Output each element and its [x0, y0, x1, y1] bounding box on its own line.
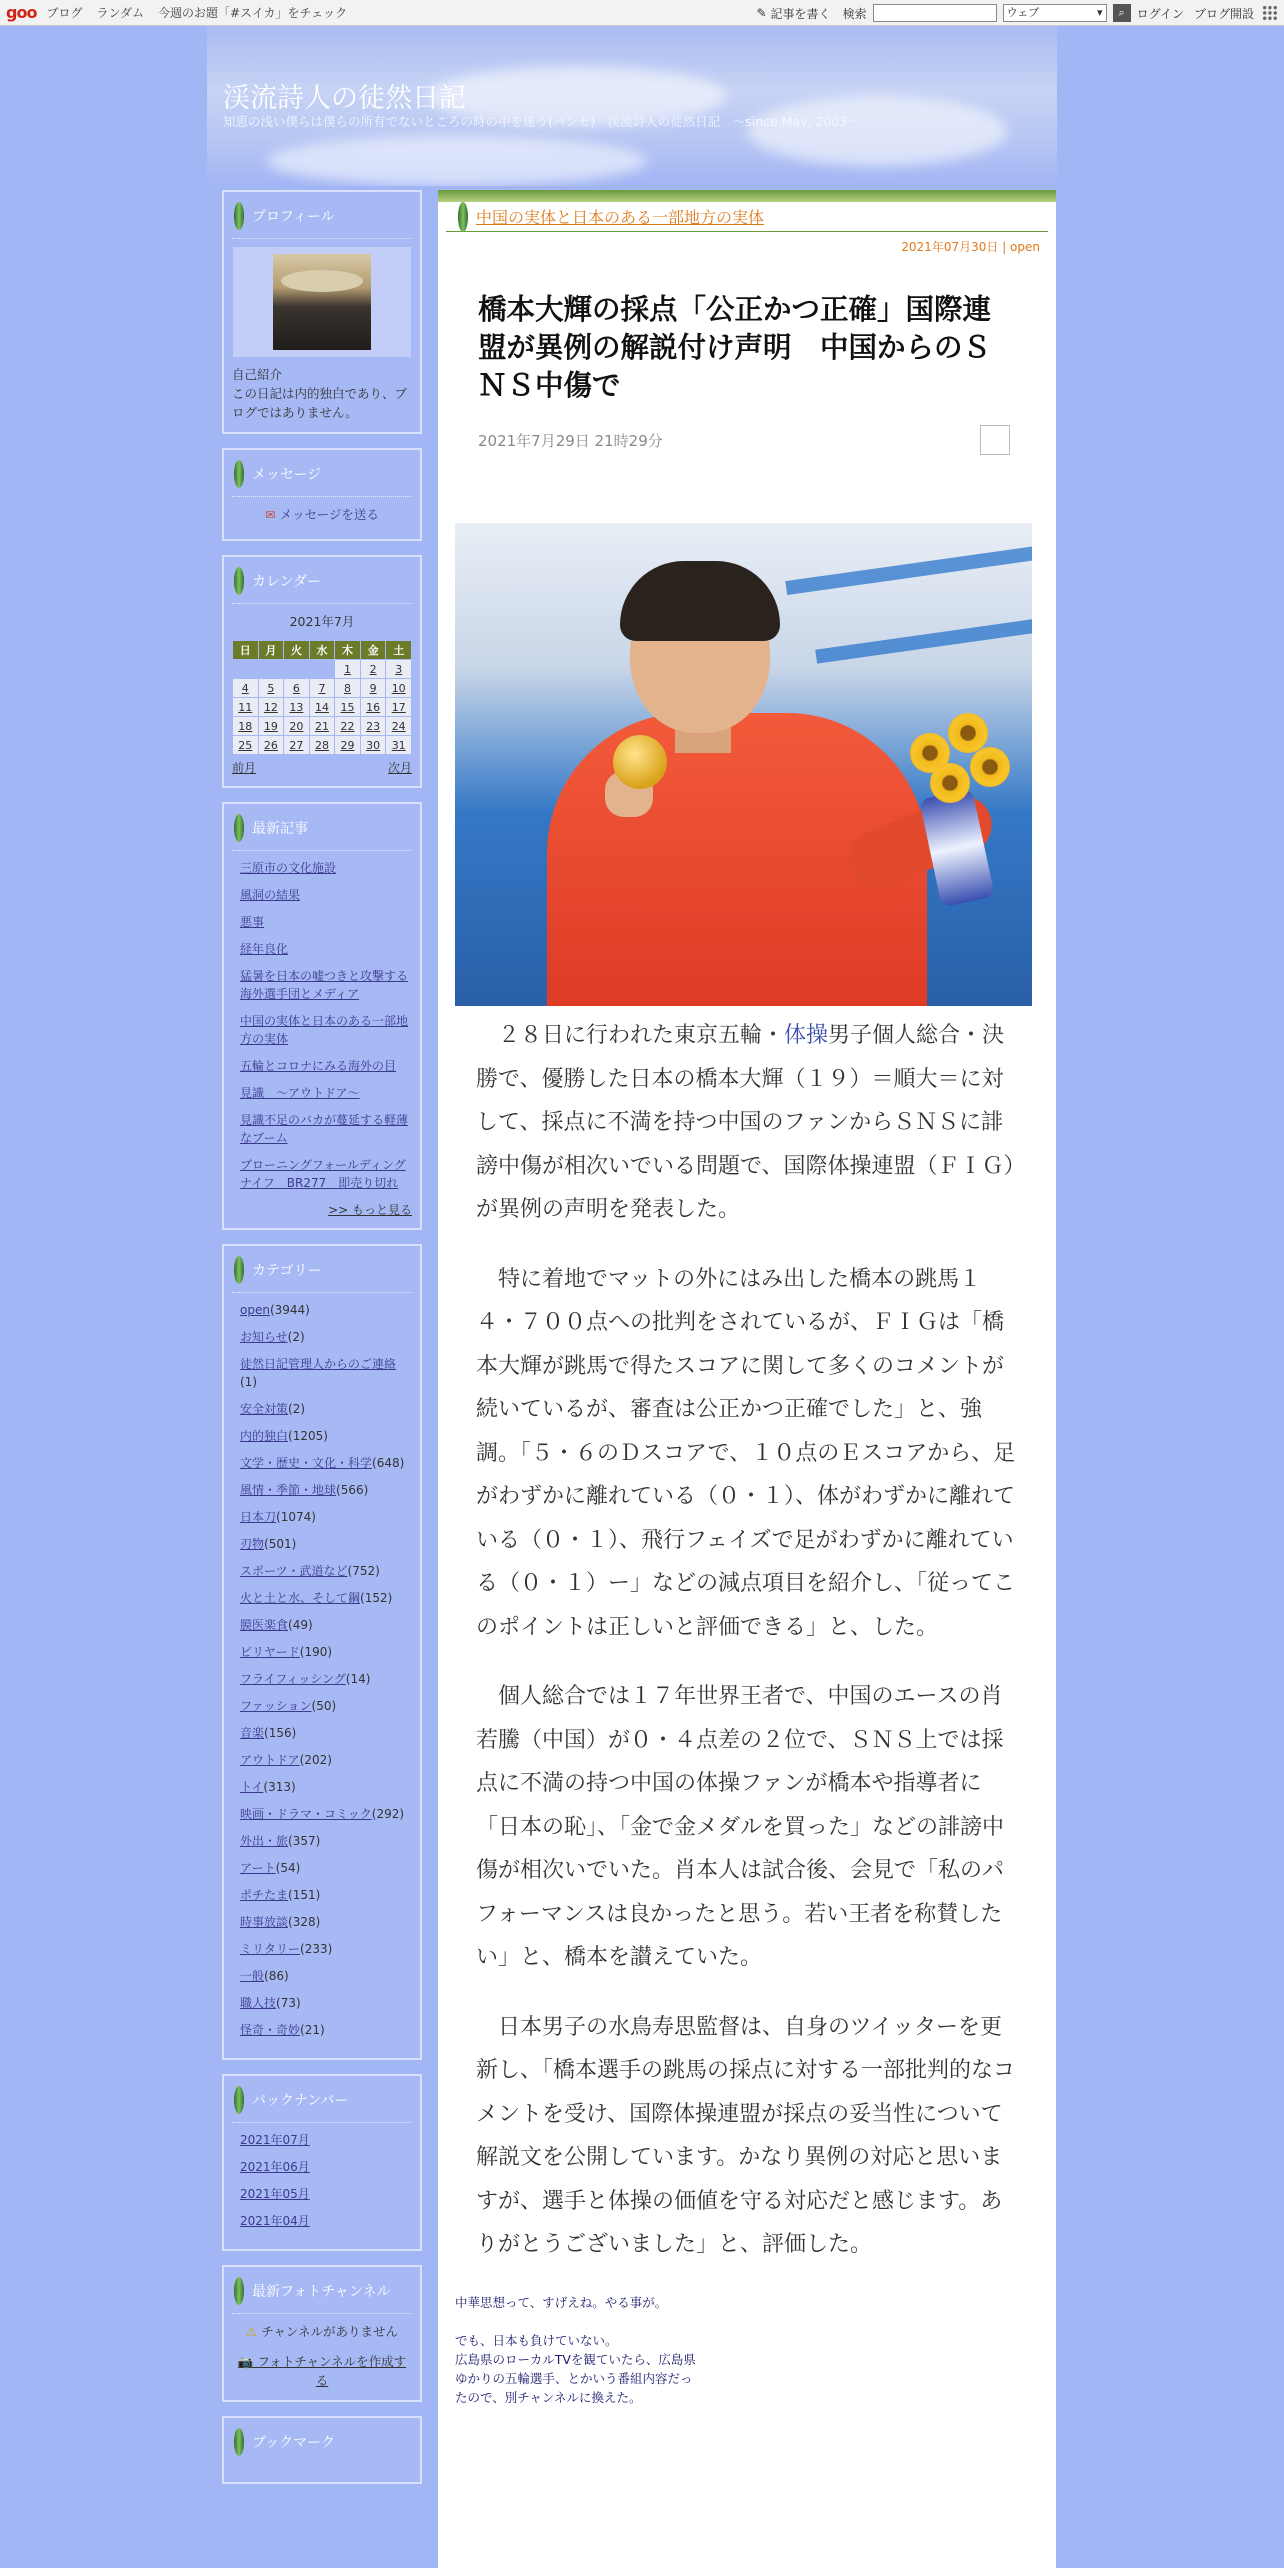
category-count: (151): [288, 1888, 321, 1902]
box-title-text: カテゴリー: [252, 1263, 322, 1279]
avatar: [273, 254, 371, 350]
calendar-day[interactable]: 31: [386, 736, 411, 754]
category-link[interactable]: お知らせ: [240, 1330, 288, 1344]
calendar-day[interactable]: 13: [284, 698, 309, 716]
backnumber-title: [232, 2084, 412, 2123]
category-count: (86): [264, 1969, 289, 1983]
backnumber-link[interactable]: 2021年07月: [240, 2133, 310, 2147]
category-item: [240, 2021, 412, 2039]
category-item: [240, 1778, 412, 1796]
category-link[interactable]: 内的独白: [240, 1429, 289, 1443]
calendar-weekday: 火: [284, 641, 309, 659]
calendar-weekday: 金: [361, 641, 386, 659]
calendar-day[interactable]: 28: [310, 736, 335, 754]
category-count: (54): [275, 1861, 301, 1875]
category-link[interactable]: アート: [240, 1861, 276, 1875]
paragraph-2: 特に着地でマットの外にはみ出した橋本の跳馬１４・７００点への批判をされているが、ＦＩＧは「橋本大輝が跳馬で得たスコアに関して多くのコメントが続いているが、審査は公正かつ正確でした」と、強調。「５・６のＤスコアで、１０点のＥスコアから、足がわずかに離れている（０・１）、体がわずかに離れている（０・１）、飛行フェイズで足がわずかに離れている（０・１）ー」などの減点項目を紹介し、「従ってこのポイントは正しいと評価できる」と、した。: [476, 1266, 1016, 1640]
calendar-day[interactable]: 15: [335, 698, 360, 716]
recent-article-item: [240, 940, 412, 958]
recent-article-item: [240, 859, 412, 877]
category-item: [240, 1481, 412, 1499]
category-item: [240, 1400, 412, 1418]
category-item: [240, 1427, 412, 1445]
leaf-icon: [234, 567, 244, 595]
profile-intro-label: 自己紹介: [232, 367, 283, 382]
leaf-icon: [234, 2428, 244, 2456]
category-link[interactable]: アウトドア: [240, 1753, 300, 1767]
category-item: [240, 1967, 412, 1985]
category-count: (1): [240, 1375, 257, 1389]
category-count: (14): [345, 1672, 371, 1686]
recent-article-link[interactable]: 見識不足のバカが蔓延する軽薄なブーム: [240, 1113, 409, 1145]
profile-title: [232, 200, 412, 239]
calendar-box: [222, 555, 422, 788]
calendar-day[interactable]: 18: [233, 717, 258, 735]
category-link[interactable]: ミリタリー: [240, 1942, 301, 1956]
recent-title: [232, 812, 412, 851]
top-bar: [0, 0, 1284, 26]
category-link[interactable]: 外出・旅: [240, 1834, 289, 1848]
category-item: [240, 1832, 412, 1850]
create-photo-channel-link[interactable]: フォトチャンネルを作成する: [257, 2354, 407, 2388]
leaf-icon: [234, 2086, 244, 2114]
category-link[interactable]: 徒然日記管理人からのご連絡: [240, 1357, 397, 1371]
search-label: 検索: [842, 6, 867, 21]
box-title-text: 最新記事: [252, 821, 308, 837]
calendar-day[interactable]: 16: [361, 698, 386, 716]
calendar-day[interactable]: 23: [361, 717, 386, 735]
category-link[interactable]: 火と土と水、そして鋼: [240, 1591, 361, 1605]
category-item: [240, 1535, 412, 1553]
calendar-month: 2021年7月: [289, 614, 355, 629]
recent-article-link[interactable]: 中国の実体と日本のある一部地方の実体: [240, 1014, 409, 1046]
backnumber-item: [240, 2131, 412, 2149]
comment-line: たので、別チャンネルに換えた。: [455, 2389, 642, 2405]
recent-article-link[interactable]: 五輪とコロナにみる海外の目: [240, 1059, 397, 1073]
sidebar: [222, 190, 422, 2498]
calendar-title: [232, 565, 412, 604]
category-count: (357): [288, 1834, 321, 1848]
bookmark-box: [222, 2416, 422, 2484]
meta-separator: |: [998, 240, 1011, 254]
backnumber-item: [240, 2185, 412, 2203]
bookmark-title: [232, 2426, 412, 2464]
recent-article-item: [240, 913, 412, 931]
cloud-decoration: [267, 136, 647, 186]
category-item: [240, 1589, 412, 1607]
category-link[interactable]: ビリヤード: [240, 1645, 300, 1659]
send-message-link[interactable]: メッセージを送る: [279, 507, 379, 522]
topbar-right: [756, 0, 1284, 26]
category-item: [240, 1670, 412, 1688]
main-content: [438, 190, 1056, 2568]
recent-article-link[interactable]: ブローニングフォールディングナイフ BR277 即売り切れ: [240, 1158, 406, 1190]
category-item: [240, 1355, 412, 1391]
category-count: (566): [336, 1483, 369, 1497]
category-count: (190): [299, 1645, 333, 1659]
category-link[interactable]: 時事放談: [240, 1915, 289, 1929]
calendar-day[interactable]: 9: [361, 679, 386, 697]
bg-stripe: [815, 616, 1032, 663]
calendar-empty-cell: [310, 660, 335, 678]
category-list: [232, 1301, 412, 2039]
category-item: [240, 1562, 412, 1580]
category-link[interactable]: open: [240, 1303, 270, 1317]
backnumber-list: [232, 2131, 412, 2230]
grid-menu-icon[interactable]: [1262, 5, 1278, 21]
category-link[interactable]: 怪奇・奇妙: [240, 2023, 301, 2037]
calendar-empty-cell: [284, 660, 309, 678]
author-comment: [455, 2293, 1016, 2407]
paragraph-1: ２８日に行われた東京五輪・体操男子個人総合・決勝で、優勝した日本の橋本大輝（１９）＝順大＝に対して、採点に不満を持つ中国のファンからＳＮＳに誹謗中傷が相次いでいる問題で、国際体操連盟（ＦＩＧ）が異例の声明を発表した。: [476, 1023, 1015, 1222]
category-link[interactable]: 音楽: [240, 1726, 265, 1740]
gymnastics-link[interactable]: 体操: [784, 1023, 829, 1048]
category-item: [240, 1301, 412, 1319]
pen-icon: ✎: [756, 6, 767, 20]
recent-article-item: [240, 1111, 412, 1147]
photo-channel-box: [222, 2265, 422, 2402]
category-link[interactable]: 刃物: [240, 1537, 265, 1551]
leaf-icon: [458, 202, 468, 232]
entry-title: 橋本大輝の採点「公正かつ正確」国際連盟が異例の解説付け声明 中国からのＳＮＳ中傷で: [478, 293, 992, 402]
category-link[interactable]: ファッション: [240, 1699, 312, 1713]
topbar-link-random[interactable]: ランダム: [96, 6, 144, 20]
category-item: [240, 1724, 412, 1742]
recent-article-link[interactable]: 経年良化: [240, 942, 289, 956]
calendar-day[interactable]: 10: [386, 679, 411, 697]
calendar-day[interactable]: 19: [259, 717, 284, 735]
category-item: [240, 1697, 412, 1715]
category-item: [240, 1913, 412, 1931]
calendar-day[interactable]: 17: [386, 698, 411, 716]
calendar-day[interactable]: 14: [310, 698, 335, 716]
category-item: [240, 1805, 412, 1823]
box-title-text: カレンダー: [252, 574, 322, 590]
category-item: [240, 1859, 412, 1877]
category-item: [240, 1508, 412, 1526]
leaf-icon: [234, 2277, 244, 2305]
leaf-icon: [234, 460, 244, 488]
bg-stripe: [785, 545, 1032, 595]
goo-logo[interactable]: goo: [6, 3, 37, 22]
entry-open-link[interactable]: open: [1010, 240, 1040, 254]
category-count: (501): [264, 1537, 297, 1551]
leaf-icon: [234, 202, 244, 230]
more-link[interactable]: >> もっと見る: [328, 1203, 412, 1217]
category-item: [240, 1616, 412, 1634]
article-photo: [455, 523, 1032, 1006]
profile-photo[interactable]: [233, 247, 411, 357]
category-item: [240, 1328, 412, 1346]
calendar-day[interactable]: 27: [284, 736, 309, 754]
comment-line: 中華思想って、すげえね。やる事が。: [455, 2294, 668, 2310]
category-link[interactable]: 職人技: [240, 1996, 277, 2010]
recent-article-item: [240, 1012, 412, 1048]
site-title[interactable]: 渓流詩人の徒然日記: [223, 83, 466, 114]
category-count: (50): [311, 1699, 337, 1713]
category-item: [240, 1886, 412, 1904]
calendar-weekday: 水: [310, 641, 335, 659]
recent-articles-box: [222, 802, 422, 1230]
category-link[interactable]: スポーツ・武道など: [240, 1564, 348, 1578]
calendar-weekday: 土: [386, 641, 411, 659]
category-count: (49): [288, 1618, 313, 1632]
box-title-text: 最新フォトチャンネル: [252, 2284, 391, 2300]
calendar-day[interactable]: 22: [335, 717, 360, 735]
recent-article-link[interactable]: 悪事: [240, 915, 265, 929]
category-box: [222, 1244, 422, 2060]
category-count: (2): [287, 1330, 305, 1344]
recent-list: [232, 859, 412, 1192]
message-box: [222, 448, 422, 541]
profile-box: [222, 190, 422, 434]
calendar-day[interactable]: 20: [284, 717, 309, 735]
category-item: [240, 1751, 412, 1769]
calendar-day[interactable]: 24: [386, 717, 411, 735]
calendar-day[interactable]: 4: [233, 679, 258, 697]
open-blog-link[interactable]: ブログ開設: [1193, 6, 1254, 21]
paragraph-4: 日本男子の水鳥寿思監督は、自身のツイッターを更新し、「橋本選手の跳馬の採点に対する一部批判的なコメントを受け、国際体操連盟が採点の妥当性について解説文を公開しています。かなり異例の対応と思いますが、選手と体操の価値を守る対応だと感じます。ありがとうございました」と、評価した。: [476, 2014, 1016, 2257]
category-count: (1074): [276, 1510, 316, 1524]
recent-article-item: [240, 886, 412, 904]
backnumber-item: [240, 2212, 412, 2230]
calendar-day[interactable]: 29: [335, 736, 360, 754]
backnumber-box: [222, 2074, 422, 2251]
leaf-icon: [234, 814, 244, 842]
category-count: (152): [360, 1591, 393, 1605]
calendar-day[interactable]: 30: [361, 736, 386, 754]
calendar-empty-cell: [259, 660, 284, 678]
recent-article-link[interactable]: 三原市の文化施設: [240, 861, 337, 875]
calendar-day[interactable]: 1: [335, 660, 360, 678]
box-title-text: ブックマーク: [252, 2435, 336, 2451]
category-link[interactable]: 映画・ドラマ・コミック: [240, 1807, 372, 1821]
site-description: 知恵の浅い僕らは僕らの所有でないところの時の中を迷う(パンセ) 渓流詩人の徒然日記 ～since May, 2003～: [223, 114, 860, 129]
calendar-day[interactable]: 6: [284, 679, 309, 697]
calendar-day[interactable]: 11: [233, 698, 258, 716]
share-button[interactable]: [980, 425, 1010, 455]
calendar-weekday: 木: [335, 641, 360, 659]
calendar-next-link[interactable]: 次月: [387, 761, 412, 775]
category-link[interactable]: 安全対策: [240, 1402, 289, 1416]
gold-medal: [613, 735, 667, 789]
recent-article-link[interactable]: 猛暑を日本の嘘つきと攻撃する海外選手団とメディア: [240, 969, 409, 1001]
recent-article-link[interactable]: 風洞の結果: [240, 888, 301, 902]
category-item: [240, 1454, 412, 1472]
message-title: [232, 458, 412, 497]
category-item: [240, 1994, 412, 2012]
category-count: (648): [372, 1456, 405, 1470]
category-item: [240, 1940, 412, 1958]
calendar-table: [232, 640, 412, 755]
topbar-link-topic[interactable]: 今週のお題「#スイカ」をチェック: [157, 6, 348, 20]
category-count: (233): [300, 1942, 333, 1956]
calendar-day[interactable]: 25: [233, 736, 258, 754]
comment-line: 広島県のローカルTVを観ていたら、広島県: [455, 2351, 696, 2367]
category-count: (292): [371, 1807, 405, 1821]
photo-channel-title: [232, 2275, 412, 2314]
entry-category-header: [446, 202, 1048, 232]
category-link[interactable]: ポチたま: [240, 1888, 289, 1902]
category-count: (328): [288, 1915, 321, 1929]
category-count: (73): [276, 1996, 301, 2010]
calendar-day[interactable]: 2: [361, 660, 386, 678]
paragraph-3: 個人総合では１７年世界王者で、中国のエースの肖若騰（中国）が０・４点差の２位で、ＳＮＳ上では採点に不満の持つ中国の体操ファンが橋本や指導者に「日本の恥」、「金で金メダルを買った」などの誹謗中傷が相次いでいた。肖本人は試合後、会見で「私のパフォーマンスは良かったと思う。若い王者を称賛したい」と、橋本を讃えていた。: [476, 1684, 1005, 1970]
calendar-day[interactable]: 26: [259, 736, 284, 754]
backnumber-link[interactable]: 2021年06月: [240, 2160, 310, 2174]
search-input[interactable]: [873, 4, 997, 22]
main-top-border: [438, 190, 1056, 202]
warning-icon: ⚠: [246, 2324, 258, 2339]
athlete-hair: [620, 561, 780, 641]
category-count: (21): [300, 2023, 325, 2037]
category-link[interactable]: 一般: [240, 1969, 265, 1983]
comment-line: でも、日本も負けていない。: [455, 2332, 618, 2348]
category-link[interactable]: 風情・季節・地球: [240, 1483, 337, 1497]
category-count: (2): [288, 1402, 306, 1416]
category-link[interactable]: 文学・歴史・文化・科学: [240, 1456, 373, 1470]
login-link[interactable]: ログイン: [1136, 6, 1184, 21]
calendar-day[interactable]: 5: [259, 679, 284, 697]
search-scope-select[interactable]: ウェブ ▾: [1003, 4, 1107, 22]
search-icon[interactable]: ⌕: [1113, 4, 1131, 22]
category-count: (313): [263, 1780, 296, 1794]
topbar-link-blog[interactable]: ブログ: [46, 6, 83, 20]
box-title-text: メッセージ: [252, 467, 322, 483]
entry-date-link[interactable]: 2021年07月30日: [901, 240, 999, 254]
category-count: (3944): [269, 1303, 310, 1317]
calendar-weekday: 月: [259, 641, 284, 659]
category-link[interactable]: 日本刀: [240, 1510, 277, 1524]
category-item: [240, 1643, 412, 1661]
blog-header: [207, 26, 1057, 186]
camera-icon: 📷: [237, 2354, 258, 2369]
recent-article-item: [240, 1084, 412, 1102]
article-body: [476, 1014, 1018, 2267]
category-title: [232, 1254, 412, 1293]
calendar-day[interactable]: 3: [386, 660, 411, 678]
recent-article-item: [240, 967, 412, 1003]
no-channel-text: チャンネルがありません: [261, 2324, 398, 2339]
entry-category-link[interactable]: 中国の実体と日本のある一部地方の実体: [476, 208, 765, 227]
recent-article-link[interactable]: 見識 ～アウトドア～: [240, 1086, 360, 1100]
recent-article-item: [240, 1156, 412, 1192]
backnumber-link[interactable]: 2021年04月: [240, 2214, 310, 2228]
calendar-day[interactable]: 7: [310, 679, 335, 697]
category-link[interactable]: フライフィッシング: [240, 1672, 346, 1686]
mail-icon: ✉: [265, 507, 276, 522]
entry-datetime: 2021年7月29日 21時29分: [478, 431, 663, 450]
calendar-day[interactable]: 8: [335, 679, 360, 697]
category-link[interactable]: 膜医楽食: [240, 1618, 289, 1632]
calendar-day[interactable]: 21: [310, 717, 335, 735]
write-article-link[interactable]: 記事を書く: [770, 6, 831, 21]
calendar-prev-link[interactable]: 前月: [232, 761, 257, 775]
backnumber-item: [240, 2158, 412, 2176]
comment-line: ゆかりの五輪選手、とかいう番組内容だっ: [455, 2370, 693, 2386]
category-count: (202): [299, 1753, 332, 1767]
box-title-text: バックナンバー: [252, 2093, 349, 2109]
leaf-icon: [234, 1256, 244, 1284]
sunflower-bouquet: [910, 713, 1020, 833]
calendar-empty-cell: [233, 660, 258, 678]
calendar-day[interactable]: 12: [259, 698, 284, 716]
profile-intro-text: この日記は内的独白であり、ブログではありません。: [232, 386, 408, 420]
category-link[interactable]: トイ: [240, 1780, 264, 1794]
box-title-text: プロフィール: [252, 209, 335, 225]
backnumber-link[interactable]: 2021年05月: [240, 2187, 310, 2201]
cloud-decoration: [747, 96, 1007, 166]
recent-article-item: [240, 1057, 412, 1075]
category-count: (156): [264, 1726, 297, 1740]
entry-meta: [438, 238, 1040, 255]
category-count: (752): [347, 1564, 380, 1578]
calendar-weekday: 日: [233, 641, 258, 659]
category-count: (1205): [288, 1429, 328, 1443]
